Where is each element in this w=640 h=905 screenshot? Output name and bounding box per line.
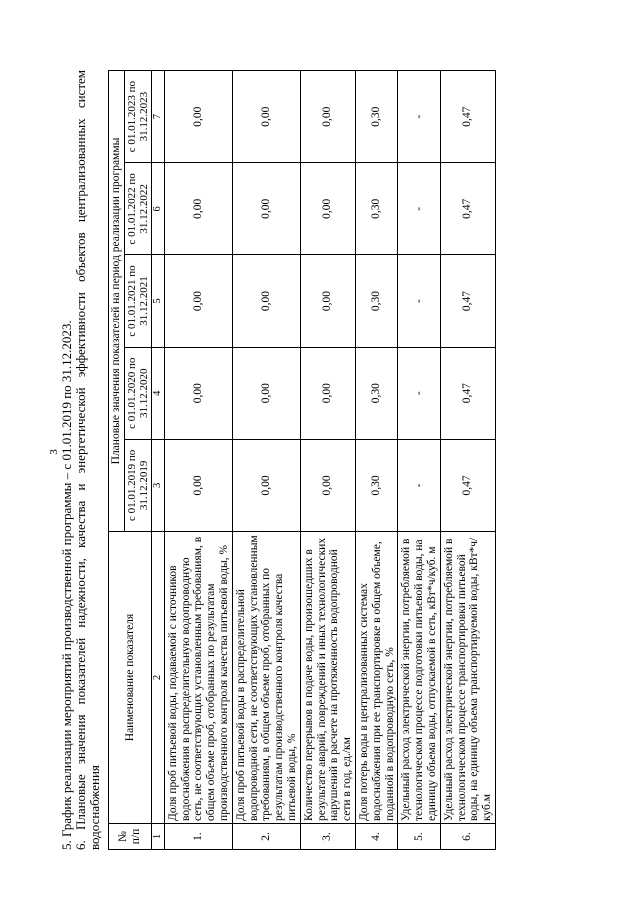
table-row (300, 71, 355, 850)
row-number: 1. (164, 824, 232, 850)
value-cell: 0,30 (355, 71, 397, 163)
column-index: 6 (151, 163, 164, 255)
value-cell: 0,30 (355, 163, 397, 255)
value-cell: 0,00 (232, 347, 300, 439)
header-period-2019: с 01.01.2019 по 31.12.2019 (124, 439, 151, 531)
column-index: 1 (151, 824, 164, 850)
header-number: № п/п (109, 824, 152, 850)
value-cell: 0,47 (440, 71, 495, 163)
value-cell: 0,47 (440, 163, 495, 255)
value-cell: - (398, 163, 440, 255)
value-cell: - (398, 255, 440, 347)
column-index: 2 (151, 532, 164, 824)
value-cell: 0,00 (164, 71, 232, 163)
indicator-name: Количество перерывов в подаче воды, произошедших в результате аварий, повреждений и иных технологических нарушений в расчете на протяженность водопроводной сети в год, ед./км (300, 532, 355, 824)
table-row (164, 71, 232, 850)
column-index-row (151, 71, 164, 850)
value-cell: 0,30 (355, 255, 397, 347)
heading-indicators: 6. Плановые значения показателей надежности, качества и энергетической эффективности объектов централизованных систем (73, 70, 88, 850)
header-period-2020: с 01.01.2020 по 31.12.2020 (124, 347, 151, 439)
indicator-name: Удельный расход электрической энергии, потребляемой в технологическом процессе транспортировки питьевой воды, на единицу объема транспортируемой воды, кВт*ч/куб.м (440, 532, 495, 824)
table-row (398, 71, 440, 850)
row-number: 3. (300, 824, 355, 850)
value-cell: 0,00 (232, 255, 300, 347)
row-number: 2. (232, 824, 300, 850)
column-index: 7 (151, 71, 164, 163)
value-cell: 0,47 (440, 347, 495, 439)
value-cell: 0,00 (300, 163, 355, 255)
table-row (232, 71, 300, 850)
value-cell: 0,00 (300, 71, 355, 163)
header-period-2023: с 01.01.2023 по 31.12.2023 (124, 71, 151, 163)
indicator-name: Удельный расход электрической энергии, потребляемой в технологическом процессе подготовки питьевой воды, на единицу объема воды, отпускаемой в сеть, кВт*ч/куб. м (398, 532, 440, 824)
column-index: 4 (151, 347, 164, 439)
page-number: 3 (48, 449, 60, 455)
header-planned-values: Плановые значения показателей на период реализации программы (109, 71, 125, 532)
value-cell: - (398, 71, 440, 163)
value-cell: 0,47 (440, 255, 495, 347)
value-cell: 0,00 (300, 255, 355, 347)
value-cell: - (398, 439, 440, 531)
table-row (440, 71, 495, 850)
value-cell: 0,47 (440, 439, 495, 531)
value-cell: 0,00 (164, 163, 232, 255)
header-period-2022: с 01.01.2022 по 31.12.2022 (124, 163, 151, 255)
heading-schedule: 5. График реализации мероприятий производственной программы – с 01.01.2019 по 31.12.2023. (59, 320, 74, 850)
value-cell: 0,30 (355, 347, 397, 439)
value-cell: - (398, 347, 440, 439)
indicator-name: Доля проб питьевой воды, подаваемой с источников водоснабжения в распределительную водопроводную сеть, не соответствующих установленным требованиям, в общем объеме проб, отобранных по результатам производственного контроля качества питьевой воды, % (164, 532, 232, 824)
indicator-name: Доля проб питьевой воды в распределительной водопроводной сети, не соответствующих установленным требованиям, в общем объеме проб, отобранных по результатам производственного контроля качества питьевой воды, % (232, 532, 300, 824)
table-row (355, 71, 397, 850)
header-indicator-name: Наименование показателя (109, 532, 152, 824)
row-number: 4. (355, 824, 397, 850)
value-cell: 0,00 (164, 347, 232, 439)
value-cell: 0,00 (232, 163, 300, 255)
value-cell: 0,00 (300, 439, 355, 531)
value-cell: 0,00 (300, 347, 355, 439)
rotated-page-content (60, 70, 620, 850)
row-number: 6. (440, 824, 495, 850)
value-cell: 0,00 (164, 255, 232, 347)
value-cell: 0,30 (355, 439, 397, 531)
value-cell: 0,00 (232, 71, 300, 163)
indicator-name: Доля потерь воды в централизованных системах водоснабжения при ее транспортировке в общем объеме, поданной в водопроводную сеть, % (355, 532, 397, 824)
value-cell: 0,00 (232, 439, 300, 531)
column-index: 5 (151, 255, 164, 347)
row-number: 5. (398, 824, 440, 850)
heading-indicators-continued: водоснабжения (87, 765, 102, 850)
value-cell: 0,00 (164, 439, 232, 531)
header-period-2021: с 01.01.2021 по 31.12.2021 (124, 255, 151, 347)
indicators-table (108, 70, 496, 850)
column-index: 3 (151, 439, 164, 531)
